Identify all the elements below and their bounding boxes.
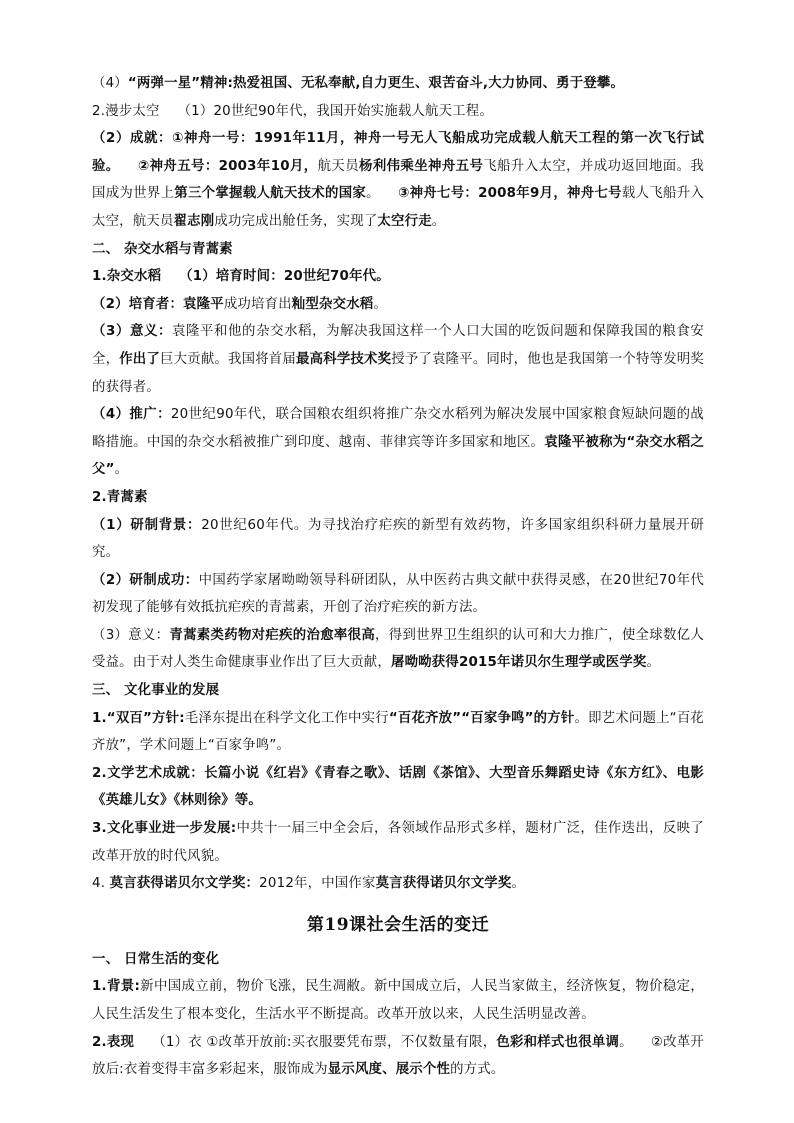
text: 中国药学家屠呦呦领导科研团队，从中医药古典文献中获得灵感，在20世纪70年代初发现了能够有效抵抗疟疾的青蒿素，开创了治疗疟疾的新方法。 bbox=[92, 572, 704, 616]
text: 授予了袁隆平。同时，他也是我国第一个特等发明奖的获得者。 bbox=[92, 351, 704, 395]
paragraph-space bbox=[92, 98, 704, 126]
subheading-artemisinin: 2.青蒿素 bbox=[92, 489, 148, 505]
bold-text: 显示风度、展示个性 bbox=[327, 1062, 451, 1078]
paragraph-rice-breeder bbox=[92, 291, 704, 319]
paragraph-artemisinin-background bbox=[92, 512, 704, 567]
bold-text: “两弹一星”精神:热爱祖国、无私奉献,自力更生、艰苦奋斗,大力协同、勇于登攀。 bbox=[127, 76, 625, 91]
text: 20世纪90年代，联合国粮农组织将推广杂交水稻列为解决发展中国家粮食短缺问题的战略措施。中国的杂交水稻被推广到印度、越南、菲律宾等许多国家和地区。 bbox=[92, 407, 704, 450]
text: 。 bbox=[646, 655, 661, 671]
bold-text: 2.表现 bbox=[92, 1034, 135, 1050]
text: 4. bbox=[92, 876, 106, 892]
bold-text: 第三个掌握载人航天技术的国家 bbox=[174, 186, 367, 202]
paragraph-rice-significance bbox=[92, 318, 704, 401]
bold-text: （1）培育时间：20世纪70年代。 bbox=[179, 269, 390, 285]
paragraph-mo-yan bbox=[92, 870, 704, 898]
bold-text: 莫言获得诺贝尔文学奖： bbox=[109, 876, 260, 892]
text: 成功完成出舱任务，实现了 bbox=[214, 213, 378, 229]
bold-text: 色彩和样式也很单调 bbox=[496, 1034, 620, 1050]
bold-text: （4）推广： bbox=[92, 407, 171, 423]
paragraph-artemisinin-significance bbox=[92, 622, 704, 677]
bold-text: （1）研制背景： bbox=[92, 517, 202, 533]
text: 载人飞船升入太空，航天员 bbox=[92, 186, 704, 229]
text: 2012年，中国作家 bbox=[259, 876, 376, 892]
item-number: （4） bbox=[92, 76, 128, 91]
text: 。 bbox=[366, 186, 380, 202]
bold-text: 青蒿素类药物对疟疾的治愈率很高 bbox=[169, 627, 376, 643]
paragraph-rice-promotion bbox=[92, 401, 704, 484]
bold-text: 1.“双百”方针: bbox=[92, 710, 185, 726]
bold-text: （2）培育者：袁隆平 bbox=[92, 296, 224, 312]
text: ②改革开放后: bbox=[92, 1034, 704, 1078]
paragraph-culture-development bbox=[92, 815, 704, 870]
paragraph-double-hundred bbox=[92, 705, 704, 760]
paragraph-background bbox=[92, 973, 704, 1028]
section-heading: 一、 日常生活的变化 bbox=[92, 951, 220, 967]
text: 。 bbox=[511, 876, 526, 892]
item-text: （1）20世纪90年代，我国开始实施载人航天工程。 bbox=[177, 103, 493, 119]
text: （1）衣 ①改革开放前: bbox=[152, 1034, 292, 1050]
text: 。 bbox=[431, 213, 446, 229]
bold-text: “百花齐放”“百家争鸣”的方针 bbox=[388, 710, 575, 726]
bold-text: 屠呦呦获得2015年诺贝尔生理学或医学奖 bbox=[391, 655, 647, 671]
text: 飞船升入太空，并成功返回地面。我国成为世界上 bbox=[92, 158, 704, 202]
text: 毛泽东提出在科学文化工作中实行 bbox=[184, 710, 389, 726]
text: 新中国成立前，物价飞涨，民生凋敝。新中国成立后，人民当家做主，经济恢复，物价稳定，人民生活发生了根本变化，生活水平不断提高。改革开放以来，人民生活明显改善。 bbox=[92, 979, 705, 1022]
paragraph-spirit bbox=[92, 70, 704, 98]
bold-text: 最高科学技术奖 bbox=[296, 351, 392, 367]
text: 成功培育出 bbox=[223, 296, 292, 312]
text: 。 bbox=[114, 462, 129, 478]
section-heading: 三、 文化事业的发展 bbox=[92, 683, 220, 699]
text: 。 bbox=[373, 296, 387, 312]
text: 20世纪60年代。为寻找治疗疟疾的新型有效药物，许多国家组织科研力量展开研究。 bbox=[92, 517, 704, 561]
bold-text: 1.杂交水稻 bbox=[92, 269, 162, 285]
document-page bbox=[92, 70, 704, 1084]
text: （3）意义： bbox=[92, 627, 170, 643]
bold-text: （2）成就：①神舟一号：1991年11月，神舟一号无人飞船成功完成载人航天工程的第一次飞行试验。 bbox=[92, 131, 704, 174]
text: 袁隆平和他的杂交水稻，为解决我国这样一个人口大国的吃饭问题和保障我国的粮食安全， bbox=[92, 324, 704, 367]
text: ，得到世界卫生组织的认可和大力推广，使全球数亿人受益。由于对人类生命健康事业作出了巨大贡献， bbox=[92, 627, 704, 671]
text: 。 bbox=[619, 1034, 633, 1050]
bold-text: 太空行走 bbox=[377, 213, 432, 229]
bold-text: ③神舟七号：2008年9月， bbox=[397, 186, 568, 202]
text: 巨大贡献。我国将首届 bbox=[160, 351, 297, 367]
bold-text: （2）研制成功： bbox=[92, 572, 199, 588]
text: 买衣服要凭布票，不仅数量有限， bbox=[291, 1034, 497, 1050]
lesson-title: 第19课社会生活的变迁 bbox=[306, 914, 490, 935]
paragraph-artemisinin-success bbox=[92, 567, 704, 622]
bold-text: 莫言获得诺贝尔文学奖 bbox=[375, 876, 512, 892]
bold-text: 2.文学艺术成就：长篇小说《红岩》《青春之歌》、话剧《茶馆》、大型音乐舞蹈史诗《东方红》、电影《英雄儿女》《林则徐》等。 bbox=[92, 765, 704, 809]
paragraph-literature bbox=[92, 760, 704, 815]
text: 。即艺术问题上“百花齐放”，学术问题上“百家争鸣”。 bbox=[92, 710, 705, 754]
bold-text: 杨利伟乘坐神舟五号 bbox=[359, 158, 484, 174]
section-heading: 二、 杂交水稻与青蒿素 bbox=[92, 241, 233, 257]
paragraph-achievements bbox=[92, 125, 704, 235]
paragraph-rice-time bbox=[92, 263, 704, 291]
bold-text: 3.文化事业进一步发展: bbox=[92, 821, 237, 837]
bold-text: 袁隆平被称为“杂交水稻之父” bbox=[92, 434, 704, 478]
text: 衣着变得丰富多彩起来，服饰成为 bbox=[123, 1062, 328, 1078]
bold-text: 翟志刚 bbox=[173, 213, 215, 229]
text: 中共十一届三中全会后，各领域作品形式多样，题材广泛，佳作迭出，反映了改革开放的时代风貌。 bbox=[92, 821, 704, 864]
bold-text: 作出了 bbox=[119, 351, 161, 367]
bold-text: （3）意义： bbox=[92, 324, 172, 340]
bold-text: 籼型杂交水稻 bbox=[291, 296, 374, 312]
bold-text: ②神舟五号：2003年10月， bbox=[137, 158, 318, 174]
paragraph-clothing bbox=[92, 1029, 704, 1084]
text: 航天员 bbox=[317, 158, 360, 174]
item-heading: 2.漫步太空 bbox=[92, 103, 160, 119]
text: 的方式。 bbox=[450, 1062, 505, 1078]
bold-text: 神舟七号 bbox=[567, 186, 622, 202]
bold-text: 1.背景: bbox=[92, 979, 141, 995]
